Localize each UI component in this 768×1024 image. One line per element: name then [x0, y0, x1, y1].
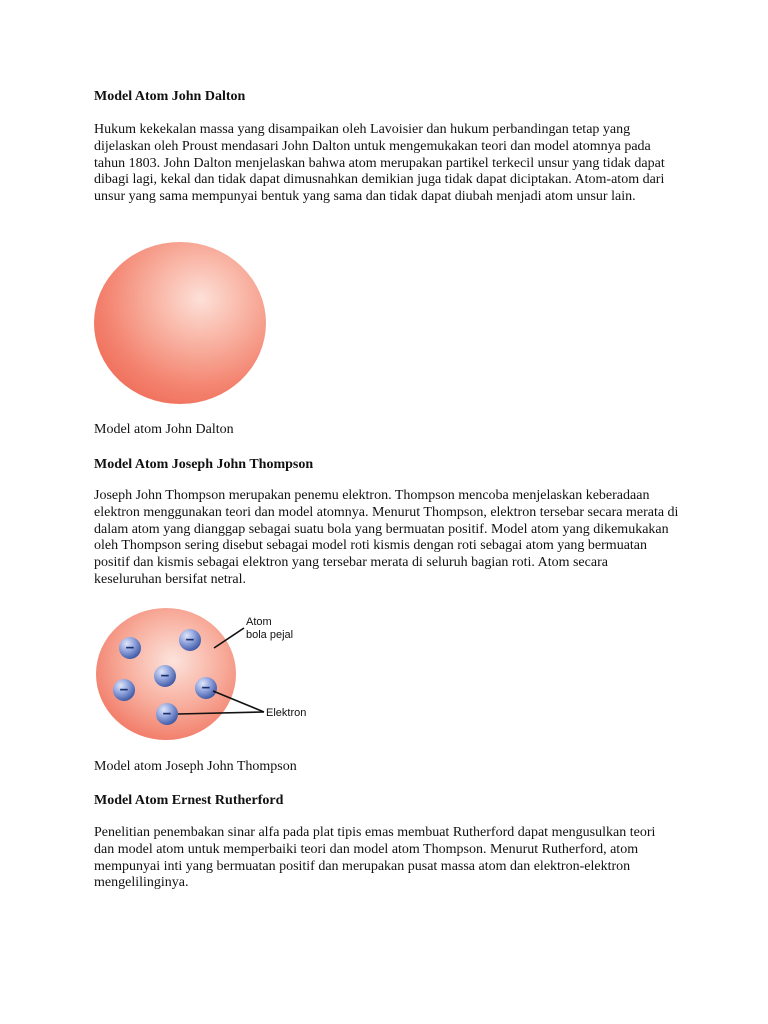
svg-text:−: −: [162, 705, 172, 723]
figure-caption-dalton: Model atom John Dalton: [94, 422, 234, 437]
section-heading-rutherford: Model Atom Ernest Rutherford: [94, 793, 284, 808]
thompson-atom-illustration: [94, 608, 324, 742]
section-paragraph-dalton: Hukum kekekalan massa yang disampaikan oleh Lavoisier dan hukum perbandingan tetap yang dijelaskan oleh Proust mendasari John Dalton untuk mengemukakan teori dan model atomnya pada tahun 1803. John Dalton menjelaskan bahwa atom merupakan partikel terkecil unsur yang tidak dapat dibagi lagi, kekal dan tidak dapat dimusnahkan demikian juga tidak dapat diciptakan. Atom-atom dari unsur yang sama mempunyai bentuk yang sama dan tidak dapat diubah menjadi atom unsur lain.: [94, 122, 665, 205]
electron-3: [154, 665, 176, 687]
atom-label-line1: Atom: [246, 616, 272, 628]
dalton-sphere: [94, 242, 266, 404]
electron-1: [119, 637, 141, 659]
dalton-atom-figure: [94, 242, 266, 404]
svg-text:−: −: [201, 679, 211, 697]
figure-caption-thompson: Model atom Joseph John Thompson: [94, 759, 297, 774]
dalton-sphere-illustration: [94, 242, 266, 404]
svg-text:−: −: [125, 639, 135, 657]
thompson-atom-figure: [94, 608, 324, 742]
section-heading-thompson: Model Atom Joseph John Thompson: [94, 457, 314, 472]
electron-4: [113, 679, 135, 701]
atom-label-line2: bola pejal: [246, 629, 294, 641]
electron-label: Elektron: [266, 707, 307, 719]
electron-5: [195, 677, 217, 699]
section-paragraph-thompson: Joseph John Thompson merupakan penemu elektron. Thompson mencoba menjelaskan keberadaan elektron menggunakan teori dan model atomnya. Menurut Thompson, elektron tersebar secara merata di dalam atom yang dianggap sebagai suatu bola yang bermuatan positif. Model atom yang dikemukakan oleh Thompson sering disebut sebagai model roti kismis dengan roti sebagai atom yang bermuatan positif dan kismis sebagai elektron yang tersebar merata di seluruh bagian roti. Atom secara keseluruhan bersifat netral.: [94, 488, 679, 587]
electron-2: [179, 629, 201, 651]
svg-text:−: −: [119, 681, 129, 699]
electron-6: [156, 703, 178, 725]
section-paragraph-rutherford: Penelitian penembakan sinar alfa pada plat tipis emas membuat Rutherford dapat mengusulkan teori dan model atom untuk memperbaiki teori dan model atom Thompson. Menurut Rutherford, atom mempunyai inti yang bermuatan positif dan merupakan pusat massa atom dan elektron-elektron mengelilinginya.: [94, 825, 656, 891]
svg-text:−: −: [185, 631, 195, 649]
svg-text:−: −: [160, 667, 170, 685]
section-heading-dalton: Model Atom John Dalton: [94, 89, 246, 104]
